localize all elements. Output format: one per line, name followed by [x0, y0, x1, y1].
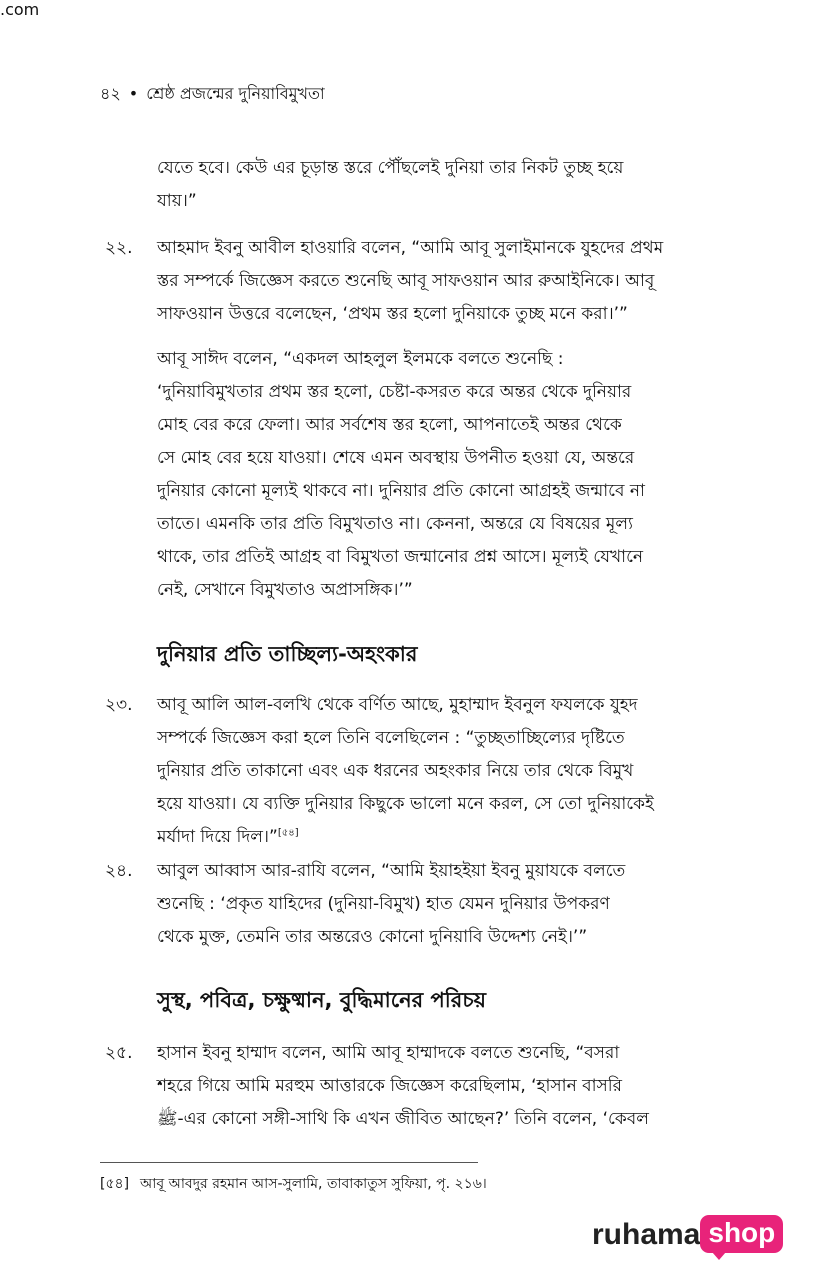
footnote-reference[interactable]: [৫৪] — [277, 827, 299, 839]
text-line: শহরে গিয়ে আমি মরহুম আত্তারকে জিজ্ঞেস করেছিলাম, ‘হাসান বাসরি — [157, 1076, 622, 1096]
logo-text-ruhama: ruhama — [592, 1218, 701, 1251]
section-heading: দুনিয়ার প্রতি তাচ্ছিল্য-অহংকার — [157, 642, 418, 666]
text-line: আহমাদ ইবনু আবীল হাওয়ারি বলেন, “আমি আবূ সুলাইমানকে যুহদের প্রথম — [157, 238, 664, 258]
footnote-number: [৫৪] — [100, 1176, 130, 1192]
book-title: শ্রেষ্ঠ প্রজন্মের দুনিয়াবিমুখতা — [146, 84, 325, 103]
paragraph-25 — [105, 1037, 727, 1136]
text-line: যেতে হবে। কেউ এর চূড়ান্ত স্তরে পৌঁছলেই দুনিয়া তার নিকট তুচ্ছ হয়ে — [157, 158, 624, 178]
text-line: হাসান ইবনু হাম্মাদ বলেন, আমি আবূ হাম্মাদকে বলতে শুনেছি, “বসরা — [157, 1043, 620, 1063]
text-line: যায়।” — [157, 191, 197, 211]
paragraph-22 — [105, 232, 727, 331]
header-separator: • — [128, 84, 139, 103]
logo-domain-suffix: .com — [0, 0, 40, 19]
text-line: আবুল আব্বাস আর-রাযি বলেন, “আমি ইয়াহইয়া ইবনু মুয়াযকে বলতে — [157, 861, 626, 881]
text-line: স্তর সম্পর্কে জিজ্ঞেস করতে শুনেছি আবূ সাফওয়ান আর রুআইনিকে। আবূ — [157, 271, 655, 291]
text-line — [157, 821, 727, 854]
text-line: ‘দুনিয়াবিমুখতার প্রথম স্তর হলো, চেষ্টা-কসরত করে অন্তর থেকে দুনিয়ার — [157, 382, 632, 402]
text-line: নেই, সেখানে বিমুখতাও অপ্রাসঙ্গিক।’” — [157, 580, 413, 600]
text-line: আবূ সাঈদ বলেন, “একদল আহলুল ইলমকে বলতে শুনেছি : — [157, 349, 564, 369]
footnote — [100, 1173, 487, 1195]
paragraph-23 — [105, 689, 727, 854]
paragraph-number: ২২. — [105, 238, 133, 258]
footnote-text: আবূ আবদুর রহমান আস-সুলামি, তাবাকাতুস সুফিয়া, পৃ. ২১৬। — [140, 1176, 487, 1192]
paragraph-continuation — [157, 152, 727, 218]
text-line: ﷺ-এর কোনো সঙ্গী-সাথি কি এখন জীবিত আছেন?’ তিনি বলেন, ‘কেবল — [157, 1109, 649, 1129]
text-line: তাতে। এমনকি তার প্রতি বিমুখতাও না। কেননা, অন্তরে যে বিষয়ের মূল্য — [157, 514, 633, 534]
paragraph-number: ২৪. — [105, 861, 133, 881]
speech-bubble-tail-icon — [712, 1252, 726, 1260]
text-line: সে মোহ বের হয়ে যাওয়া। শেষে এমন অবস্থায় উপনীত হওয়া যে, অন্তরে — [157, 448, 635, 468]
text-line: মোহ বের করে ফেলা। আর সর্বশেষ স্তর হলো, আপনাতেই অন্তর থেকে — [157, 415, 622, 435]
paragraph-number: ২৩. — [105, 695, 133, 715]
publisher-logo[interactable] — [592, 1213, 783, 1261]
text-line: দুনিয়ার প্রতি তাকানো এবং এক ধরনের অহংকার নিয়ে তার থেকে বিমুখ — [157, 761, 634, 781]
running-header — [100, 82, 325, 106]
logo-shop-badge — [700, 1215, 783, 1253]
text-line: শুনেছি : ‘প্রকৃত যাহিদের (দুনিয়া-বিমুখ) হাত যেমন দুনিয়ার উপকরণ — [157, 894, 610, 914]
text-line: থেকে মুক্ত, তেমনি তার অন্তরেও কোনো দুনিয়াবি উদ্দেশ্য নেই।’” — [157, 927, 588, 947]
paragraph-24 — [105, 855, 727, 954]
text-line-end: মর্যাদা দিয়ে দিল।” — [157, 827, 278, 847]
footnote-divider — [100, 1162, 478, 1163]
text-line: থাকে, তার প্রতিই আগ্রহ বা বিমুখতা জন্মানোর প্রশ্ন আসে। মূল্যই যেখানে — [157, 547, 644, 567]
logo-text-shop: shop — [708, 1217, 776, 1248]
text-line: আবূ আলি আল-বলখি থেকে বর্ণিত আছে, মুহাম্মাদ ইবনুল ফযলকে যুহদ — [157, 695, 638, 715]
paragraph-number: ২৫. — [105, 1043, 133, 1063]
text-line: সাফওয়ান উত্তরে বলেছেন, ‘প্রথম স্তর হলো দুনিয়াকে তুচ্ছ মনে করা।’” — [157, 304, 628, 324]
text-line: দুনিয়ার কোনো মূল্যই থাকবে না। দুনিয়ার প্রতি কোনো আগ্রহই জন্মাবে না — [157, 481, 645, 501]
section-heading: সুস্থ, পবিত্র, চক্ষুষ্মান, বুদ্ধিমানের পরিচয় — [157, 988, 487, 1012]
text-line: হয়ে যাওয়া। যে ব্যক্তি দুনিয়ার কিছুকে ভালো মনে করল, সে তো দুনিয়াকেই — [157, 794, 654, 814]
text-line: সম্পর্কে জিজ্ঞেস করা হলে তিনি বলেছিলেন : “তুচ্ছতাচ্ছিল্যের দৃষ্টিতে — [157, 728, 625, 748]
page-number: ৪২ — [100, 84, 121, 103]
paragraph-abu-saeed — [157, 343, 727, 607]
